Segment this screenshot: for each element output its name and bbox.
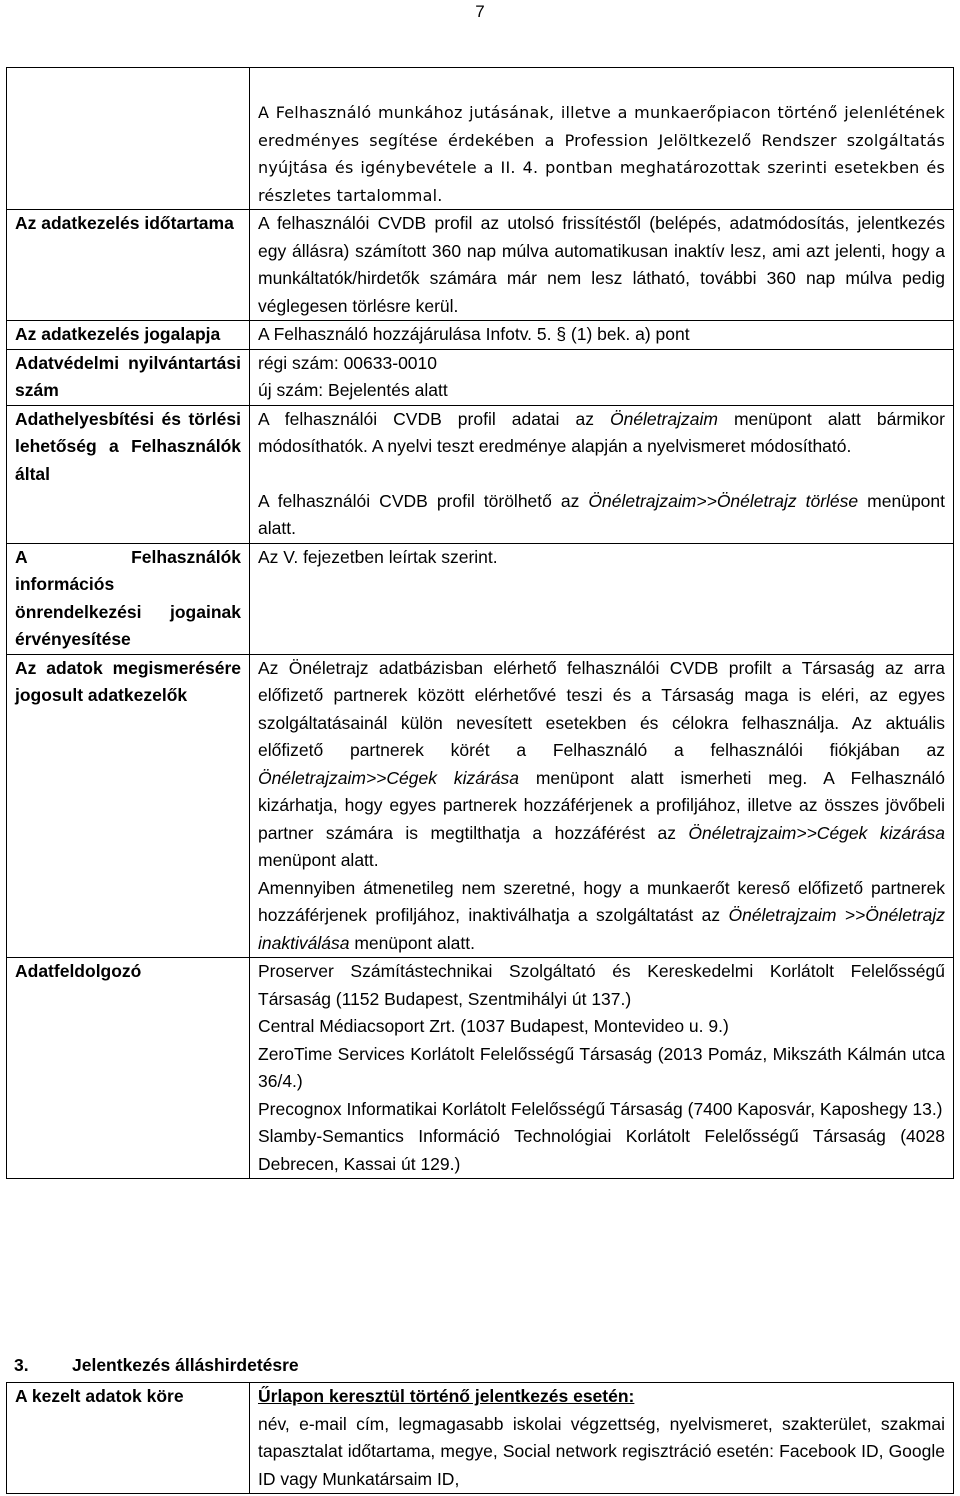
row-content bbox=[250, 1383, 954, 1494]
section-number: 3. bbox=[14, 1355, 29, 1375]
form-heading: Űrlapon keresztül történő jelentkezés esetén: bbox=[258, 1386, 635, 1406]
processor-1: Proserver Számítástechnikai Szolgáltató és Kereskedelmi Korlátolt Felelősségű Társaság (1152 Budapest, Szentmihályi út 137.) bbox=[258, 961, 945, 1009]
section-title: Jelentkezés álláshirdetésre bbox=[72, 1355, 299, 1375]
row-label-duration: Az adatkezelés időtartama bbox=[7, 210, 250, 321]
page-number: 7 bbox=[475, 2, 485, 21]
table-row bbox=[7, 405, 954, 543]
row-label-controllers: Az adatok megismerésére jogosult adatkezelők bbox=[7, 654, 250, 958]
table-row bbox=[7, 958, 954, 1179]
table-row bbox=[7, 654, 954, 958]
table-row bbox=[7, 1383, 954, 1494]
row-label bbox=[7, 68, 250, 210]
new-number: új szám: Bejelentés alatt bbox=[258, 380, 448, 400]
legal-basis-paragraph: A Felhasználó hozzájárulása Infotv. 5. § (1) bek. a) pont bbox=[258, 324, 690, 344]
deactivate-paragraph: Amennyiben átmenetileg nem szeretné, hogy a munkaerőt kereső előfizető partnerek hozzáférjenek profiljához, inaktiválhatja a szolgáltatást az Önéletrajzaim >>Önéletrajz inaktiválása menüpont alatt. bbox=[258, 877, 945, 953]
row-label-rectification: Adathelyesbítési és törlési lehetőség a Felhasználók által bbox=[7, 405, 250, 543]
processor-2: Central Médiacsoport Zrt. (1037 Budapest, Montevideo u. 9.) bbox=[258, 1016, 729, 1036]
application-data-table bbox=[6, 1382, 954, 1494]
row-label-legal-basis: Az adatkezelés jogalapja bbox=[7, 321, 250, 350]
row-content bbox=[250, 405, 954, 543]
delete-paragraph: A felhasználói CVDB profil törölhető az Önéletrajzaim>>Önéletrajz törlése menüpont alatt. bbox=[258, 490, 946, 538]
purpose-paragraph: A Felhasználó munkához jutásának, illetve a munkaerőpiacon történő jelenlétének eredményes segítése érdekében a Profession Jelöltkezelő Rendszer szolgáltatás nyújtása és igénybevétele a II. 4. pontban meghatározottak szerinti esetekben és részletes tartalommal. bbox=[258, 103, 945, 205]
row-content bbox=[250, 654, 954, 958]
duration-paragraph: A felhasználói CVDB profil az utolsó frissítéstől (belépés, adatmódosítás, jelentkezés egy állásra) számított 360 nap múlva automatikusan inaktív lesz, ami azt jelenti, hogy a munkáltatók/hirdetők számára már nem lesz látható, további 360 nap múlva pedig véglegesen törlésre kerül. bbox=[258, 213, 945, 316]
row-content bbox=[250, 68, 954, 210]
row-content bbox=[250, 349, 954, 405]
row-label-processor: Adatfeldolgozó bbox=[7, 958, 250, 1179]
table-row bbox=[7, 321, 954, 350]
processor-5: Slamby-Semantics Információ Technológiai Korlátolt Felelősségű Társaság (4028 Debrecen, Kassai út 129.) bbox=[258, 1126, 945, 1174]
table-row bbox=[7, 543, 954, 654]
table-row bbox=[7, 349, 954, 405]
controllers-paragraph: Az Önéletrajz adatbázisban elérhető felhasználói CVDB profilt a Társaság az arra előfizető partnerek között elérhetővé teszi és a Társaság maga is eléri, az egyes szolgáltatásainál külön nevesített esetekben és célokra felhasználja. Az aktuális előfizető partnerek körét a Felhasználó a felhasználói fiókjában az Önéletrajzaim>>Cégek kizárása menüpont alatt ismerheti meg. A Felhasználó kizárhatja, hogy egyes partnerek hozzáférjenek a profiljához, illetve az összes jövőbeli partner számára is megtilthatja a hozzáférést az Önéletrajzaim>>Cégek kizárása menüpont alatt. bbox=[258, 657, 945, 870]
table-row bbox=[7, 68, 954, 210]
row-content bbox=[250, 543, 954, 654]
row-content bbox=[250, 210, 954, 321]
row-label-rights: A Felhasználók információs önrendelkezési jogainak érvényesítése bbox=[7, 543, 250, 654]
row-content bbox=[250, 321, 954, 350]
section-heading bbox=[14, 1352, 299, 1380]
row-content bbox=[250, 958, 954, 1179]
form-data-text: név, e-mail cím, legmagasabb iskolai végzettség, nyelvismeret, szakterület, szakmai tapasztalat időtartama, megye, Social network regisztráció esetén: Facebook ID, Google ID vagy Munkatársaim ID, bbox=[258, 1413, 945, 1489]
modify-paragraph: A felhasználói CVDB profil adatai az Önéletrajzaim menüpont alatt bármikor módosíthatók. A nyelvi teszt eredménye alapján a nyelvismeret módosítható. bbox=[258, 408, 945, 456]
row-label-data-scope: A kezelt adatok köre bbox=[7, 1383, 250, 1494]
data-processing-table bbox=[6, 67, 954, 1179]
processor-4: Precognox Informatikai Korlátolt Felelősségű Társaság (7400 Kaposvár, Kaposhegy 13.) bbox=[258, 1098, 943, 1119]
rights-paragraph: Az V. fejezetben leírtak szerint. bbox=[258, 546, 498, 567]
processor-3: ZeroTime Services Korlátolt Felelősségű Társaság (2013 Pomáz, Mikszáth Kálmán utca 36/4.) bbox=[258, 1043, 945, 1091]
table-row bbox=[7, 210, 954, 321]
old-number: régi szám: 00633-0010 bbox=[258, 352, 437, 373]
row-label-registry-number: Adatvédelmi nyilvántartási szám bbox=[7, 349, 250, 405]
